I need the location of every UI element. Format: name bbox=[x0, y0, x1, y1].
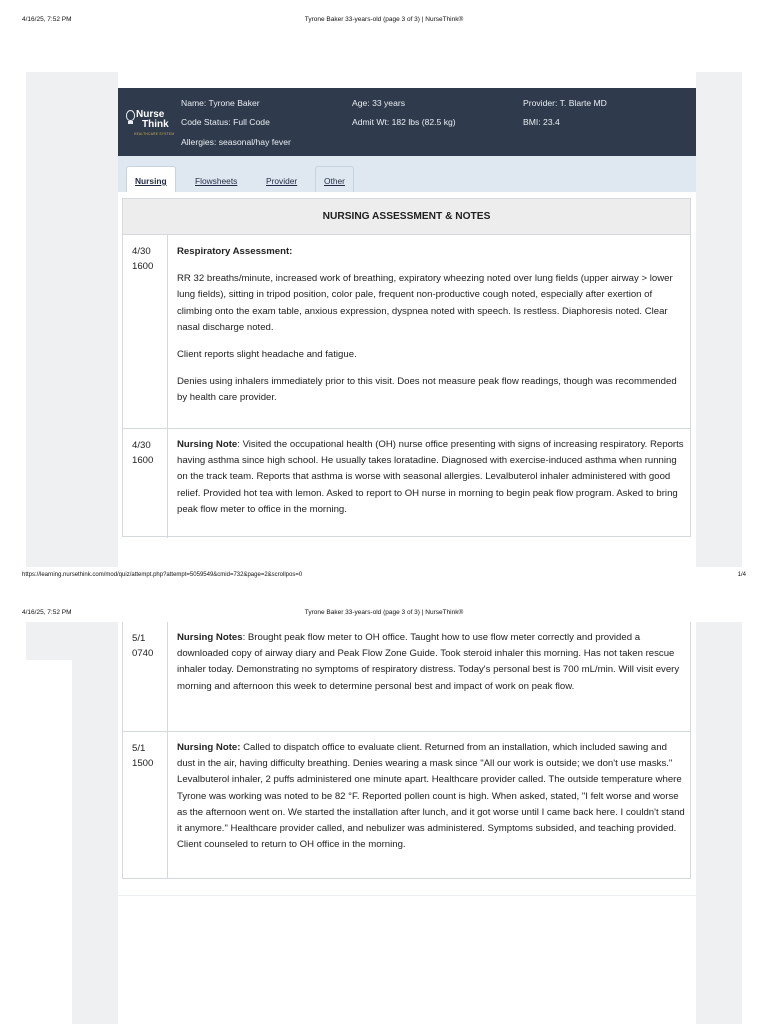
print-header bbox=[0, 609, 768, 623]
section-title: NURSING ASSESSMENT & NOTES bbox=[123, 199, 690, 235]
note-text: : Brought peak flow meter to OH office. Taught how to use flow meter correctly and provided a downloaded copy of airway diary and Peak Flow Zone Guide. Took steroid inhaler this morning. Has not taken rescue inhaler today. Demonstrating no symptoms of respiratory distress. Today's personal best is 700 mL/min. Will visit every morning and afternoon this week to determine personal best and impact of work on peak flow. bbox=[177, 632, 680, 692]
content-divider bbox=[118, 895, 696, 896]
note-date: 5/1 bbox=[132, 743, 146, 754]
print-datetime: 4/16/25, 7:52 PM bbox=[22, 609, 72, 616]
lightbulb-icon bbox=[126, 110, 135, 121]
note-time: 1600 bbox=[132, 261, 154, 272]
note-heading: Nursing Note bbox=[177, 439, 238, 450]
note-time: 1600 bbox=[132, 455, 154, 466]
note-paragraph: RR 32 breaths/minute, increased work of breathing, expiratory wheezing noted over lung fields (upper airway > lower lung fields), sitting in tripod position, color pale, frequent non-productive cough noted, especially after exertion of climbing onto the exam table, anxious expression, dyspnea noted with speech. Is restless. Diaphoresis noted. Clear nasal discharge noted. bbox=[177, 273, 673, 333]
print-header bbox=[0, 16, 768, 30]
note-text: : Visited the occupational health (OH) nurse office presenting with signs of increasing respiratory. Reports having asthma since high school. He usually takes loratadine. Diagnosed with exercise-induced asthma when running on the track team. Reports that asthma is worse with seasonal allergies. Levalbuterol inhaler administered with good relief. Provided hot tea with lemon. Asked to report to OH nurse in morning to begin peak flow program. Asked to bring peak flow meter to office in the morning. bbox=[177, 439, 684, 515]
tab-bar bbox=[118, 156, 696, 192]
note-date: 4/30 bbox=[132, 246, 151, 257]
print-page-number: 1/4 bbox=[737, 572, 746, 578]
note-paragraph: Denies using inhalers immediately prior to this visit. Does not measure peak flow readings, though was recommended by health care provider. bbox=[177, 376, 677, 404]
row-divider bbox=[123, 428, 690, 429]
patient-age: Age: 33 years bbox=[352, 98, 406, 108]
note-time: 1500 bbox=[132, 758, 154, 769]
note-datetime bbox=[132, 741, 153, 771]
print-title: Tyrone Baker 33-years-old (page 3 of 3) | NurseThink® bbox=[304, 609, 464, 616]
note-body bbox=[177, 244, 685, 418]
note-date: 5/1 bbox=[132, 633, 146, 644]
column-divider bbox=[167, 234, 168, 538]
column-divider bbox=[167, 622, 168, 879]
nursing-notes-table bbox=[122, 198, 691, 537]
patient-bmi: BMI: 23.4 bbox=[523, 117, 560, 127]
note-datetime bbox=[132, 631, 153, 661]
nursethink-logo bbox=[126, 108, 182, 140]
patient-allergies: Allergies: seasonal/hay fever bbox=[181, 137, 291, 147]
tab-nursing[interactable]: Nursing bbox=[126, 166, 176, 192]
logo-text-think: Think bbox=[142, 119, 169, 130]
print-title: Tyrone Baker 33-years-old (page 3 of 3) | NurseThink® bbox=[304, 16, 464, 23]
note-datetime bbox=[132, 438, 153, 468]
note-body bbox=[177, 437, 685, 518]
note-time: 0740 bbox=[132, 648, 154, 659]
note-heading: Nursing Notes bbox=[177, 632, 243, 643]
print-url: https://learning.nursethink.com/mod/quiz/attempt.php?attempt=5059549&cmid=732&page=2&scrollpos=0 bbox=[22, 572, 303, 578]
note-heading: Nursing Note: bbox=[177, 742, 241, 753]
note-heading: Respiratory Assessment: bbox=[177, 246, 293, 257]
patient-provider: Provider: T. Blarte MD bbox=[523, 98, 607, 108]
tab-provider[interactable]: Provider bbox=[257, 166, 306, 192]
page-margin-right bbox=[696, 622, 742, 1024]
note-body bbox=[177, 740, 685, 853]
nursing-notes-table bbox=[122, 622, 691, 879]
patient-name: Name: Tyrone Baker bbox=[181, 98, 260, 108]
logo-text-nurse: Nurse bbox=[136, 109, 165, 120]
note-datetime bbox=[132, 244, 153, 274]
note-paragraph: Client reports slight headache and fatigue. bbox=[177, 349, 357, 361]
patient-banner bbox=[118, 88, 696, 156]
row-divider bbox=[123, 731, 690, 732]
page-margin bbox=[26, 660, 72, 1024]
note-date: 4/30 bbox=[132, 440, 151, 451]
tab-flowsheets[interactable]: Flowsheets bbox=[186, 166, 246, 192]
note-body bbox=[177, 630, 685, 695]
logo-tagline: HEALTHCARE SYSTEM bbox=[134, 132, 175, 136]
patient-admit-weight: Admit Wt: 182 lbs (82.5 kg) bbox=[352, 117, 456, 127]
patient-code-status: Code Status: Full Code bbox=[181, 117, 270, 127]
lightbulb-base bbox=[128, 121, 133, 124]
tab-other[interactable]: Other bbox=[315, 166, 354, 192]
print-datetime: 4/16/25, 7:52 PM bbox=[22, 16, 72, 23]
note-text: Called to dispatch office to evaluate client. Returned from an installation, which included sawing and dust in the air, having difficulty breathing. Denies wearing a mask since "All our work is outside; we don't use masks." Levalbuterol inhaler, 2 puffs administered one minute apart. Healthcare provider called. The outside temperature where Tyrone was working was noted to be 82 °F. Reported pollen count is high. When asked, stated, "I felt worse and worse as the afternoon went on. We started the installation after lunch, and it got worse until I came back here. I couldn't stand it anymore." Healthcare provider called, and nebulizer was administered. Symptoms subsided, and teaching provided. Client counseled to return to OH office in the morning. bbox=[177, 742, 685, 851]
